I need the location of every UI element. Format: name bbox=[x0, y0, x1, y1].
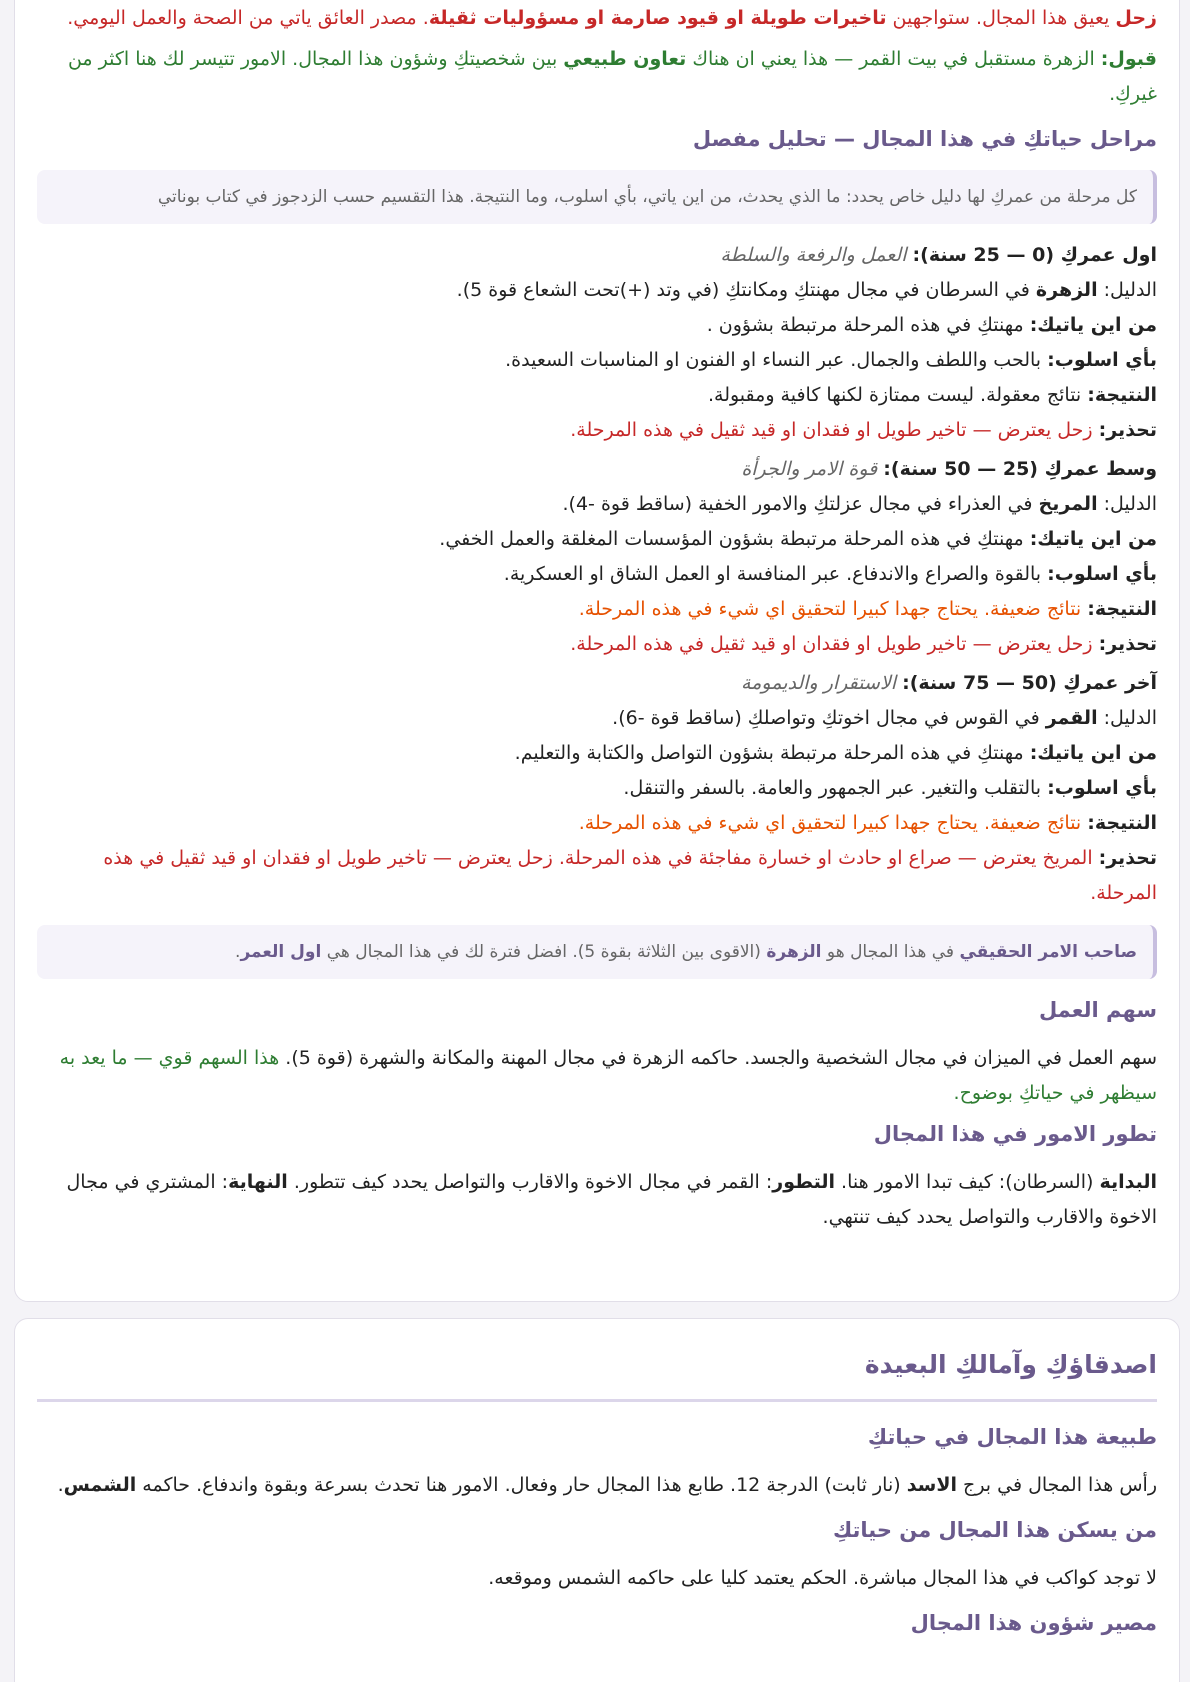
stage-title: آخر عمركِ (50 — 75 سنة): الاستقرار والديمومة bbox=[741, 672, 1157, 694]
true-owner-note: صاحب الامر الحقيقي في هذا المجال هو الزهرة (الاقوى بين الثلاثة بقوة 5). افضل فترة لك في هذا المجال هي اول العمر. bbox=[37, 925, 1157, 979]
stage-result: النتيجة: نتائج ضعيفة. يحتاج جهدا كبيرا لتحقيق اي شيء في هذه المرحلة. bbox=[578, 598, 1157, 620]
stage-guide: الدليل: الزهرة في السرطان في مجال مهنتكِ ومكانتكِ (في وتد (+)تحت الشعاع قوة 5). bbox=[456, 279, 1157, 301]
nature-heading: طبيعة هذا المجال في حياتكِ bbox=[867, 1425, 1157, 1449]
section-title: اصدقاؤكِ وآمالكِ البعيدة bbox=[37, 1345, 1157, 1402]
career-section-card bbox=[14, 0, 1180, 1302]
obstruction-paragraph: زحل يعيق هذا المجال. ستواجهين تاخيرات طويلة او قيود صارمة او مسؤوليات ثقيلة. مصدر العائق ياتي من الصحة والعمل اليومي. bbox=[67, 7, 1157, 29]
stage-result: النتيجة: نتائج معقولة. ليست ممتازة لكنها كافية ومقبولة. bbox=[707, 384, 1157, 406]
stage-style: بأي اسلوب: بالتقلب والتغير. عبر الجمهور والعامة. بالسفر والتنقل. bbox=[623, 777, 1157, 799]
stage-style: بأي اسلوب: بالحب واللطف والجمال. عبر النساء او الفنون او المناسبات السعيدة. bbox=[505, 349, 1157, 371]
stages-note: كل مرحلة من عمركِ لها دليل خاص يحدد: ما الذي يحدث، من اين ياتي، بأي اسلوب، وما النتيجة. هذا التقسيم حسب الزدجوز في كتاب بوناتي bbox=[37, 170, 1157, 224]
stage-warning: تحذير: المريخ يعترض — صراع او حادث او خسارة مفاجئة في هذه المرحلة. زحل يعترض — تاخير طويل او فقدان او قيد ثقيل في هذه المرحلة. bbox=[103, 847, 1157, 904]
saturn-term: زحل bbox=[1115, 7, 1157, 29]
stages-heading: مراحل حياتكِ في هذا المجال — تحليل مفصل bbox=[692, 127, 1157, 151]
evolution-paragraph: البداية (السرطان): كيف تبدا الامور هنا. التطور: القمر في مجال الاخوة والاقارب والتواصل يحدد كيف تتطور. النهاية: المشتري في مجال الاخوة والاقارب والتواصل يحدد كيف تنتهي. bbox=[66, 1171, 1157, 1228]
stage-guide: الدليل: القمر في القوس في مجال اخوتكِ وتواصلكِ (ساقط قوة -6). bbox=[612, 707, 1157, 729]
stage-source: من اين ياتيك: مهنتكِ في هذه المرحلة مرتبطة بشؤون المؤسسات المغلقة والعمل الخفي. bbox=[439, 528, 1157, 550]
dwellers-heading: من يسكن هذا المجال من حياتكِ bbox=[832, 1518, 1157, 1542]
work-arrow-paragraph: سهم العمل في الميزان في مجال الشخصية والجسد. حاكمه الزهرة في مجال المهنة والمكانة والشهرة (قوة 5). هذا السهم قوي — ما يعد به سيظهر في حياتكِ بوضوح. bbox=[59, 1047, 1157, 1104]
stage-result: النتيجة: نتائج ضعيفة. يحتاج جهدا كبيرا لتحقيق اي شيء في هذه المرحلة. bbox=[578, 812, 1157, 834]
stage-warning: تحذير: زحل يعترض — تاخير طويل او فقدان او قيد ثقيل في هذه المرحلة. bbox=[570, 633, 1157, 655]
stage-source: من اين ياتيك: مهنتكِ في هذه المرحلة مرتبطة بشؤون . bbox=[706, 314, 1157, 336]
acceptance-paragraph: قبول: الزهرة مستقبل في بيت القمر — هذا يعني ان هناك تعاون طبيعي بين شخصيتكِ وشؤون هذا المجال. الامور تتيسر لك هنا اكثر من غيركِ. bbox=[67, 48, 1157, 105]
stage-title: وسط عمركِ (25 — 50 سنة): قوة الامر والجرأة bbox=[741, 458, 1157, 480]
dwellers-paragraph: لا توجد كواكب في هذا المجال مباشرة. الحكم يعتمد كليا على حاكمه الشمس وموقعه. bbox=[488, 1567, 1157, 1589]
work-arrow-heading: سهم العمل bbox=[1038, 998, 1157, 1022]
stage-early-life bbox=[37, 238, 1157, 448]
friends-section-card bbox=[14, 1318, 1180, 1682]
nature-paragraph: رأس هذا المجال في برج الاسد (نار ثابت) الدرجة 12. طابع هذا المجال حار وفعال. الامور هنا تحدث بسرعة وبقوة واندفاع. حاكمه الشمس. bbox=[57, 1474, 1157, 1496]
stage-mid-life bbox=[37, 452, 1157, 662]
evolution-heading: تطور الامور في هذا المجال bbox=[873, 1122, 1157, 1146]
fate-heading: مصير شؤون هذا المجال bbox=[910, 1611, 1157, 1635]
stage-late-life bbox=[37, 666, 1157, 911]
stage-guide: الدليل: المريخ في العذراء في مجال عزلتكِ والامور الخفية (ساقط قوة -4). bbox=[562, 493, 1157, 515]
stage-title: اول عمركِ (0 — 25 سنة): العمل والرفعة والسلطة bbox=[720, 244, 1157, 266]
stage-warning: تحذير: زحل يعترض — تاخير طويل او فقدان او قيد ثقيل في هذه المرحلة. bbox=[570, 419, 1157, 441]
stage-source: من اين ياتيك: مهنتكِ في هذه المرحلة مرتبطة بشؤون التواصل والكتابة والتعليم. bbox=[514, 742, 1157, 764]
stage-style: بأي اسلوب: بالقوة والصراع والاندفاع. عبر المنافسة او العمل الشاق او العسكرية. bbox=[503, 563, 1157, 585]
